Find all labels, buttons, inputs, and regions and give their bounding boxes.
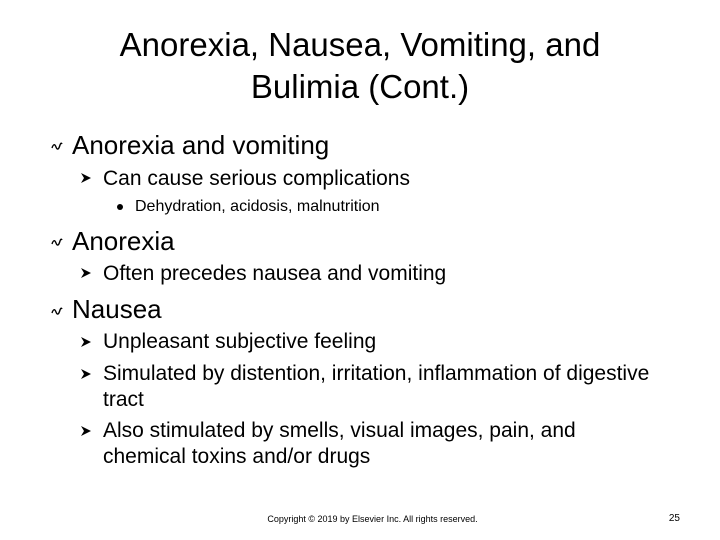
scroll-wave-icon (50, 139, 64, 153)
dot-icon (117, 204, 123, 210)
page-number: 25 (668, 513, 680, 524)
section-heading-nausea: Nausea (72, 294, 162, 324)
title-line-1: Anorexia, Nausea, Vomiting, and (119, 26, 601, 63)
arrow-right-icon (80, 336, 92, 348)
arrow-right-icon (80, 368, 92, 380)
arrow-right-icon (80, 172, 92, 184)
copyright-footer: Copyright © 2019 by Elsevier Inc. All rights reserved. (267, 514, 478, 524)
list-item: Also stimulated by smells, visual images, pain, and chemical toxins and/or drugs (103, 419, 576, 468)
list-item: Can cause serious complications (103, 167, 410, 190)
list-item: Unpleasant subjective feeling (103, 330, 377, 353)
section-heading-anorexia-vomiting: Anorexia and vomiting (72, 130, 330, 160)
title-line-2: Bulimia (Cont.) (250, 68, 470, 105)
list-item: Simulated by distention, irritation, inflammation of digestive tract (103, 362, 650, 411)
scroll-wave-icon (50, 235, 64, 249)
section-heading-anorexia: Anorexia (72, 226, 175, 256)
arrow-right-icon (80, 267, 92, 279)
scroll-wave-icon (50, 304, 64, 318)
slide-title (60, 24, 660, 108)
list-subitem: Dehydration, acidosis, malnutrition (135, 198, 380, 215)
arrow-right-icon (80, 425, 92, 437)
list-item: Often precedes nausea and vomiting (103, 262, 447, 285)
